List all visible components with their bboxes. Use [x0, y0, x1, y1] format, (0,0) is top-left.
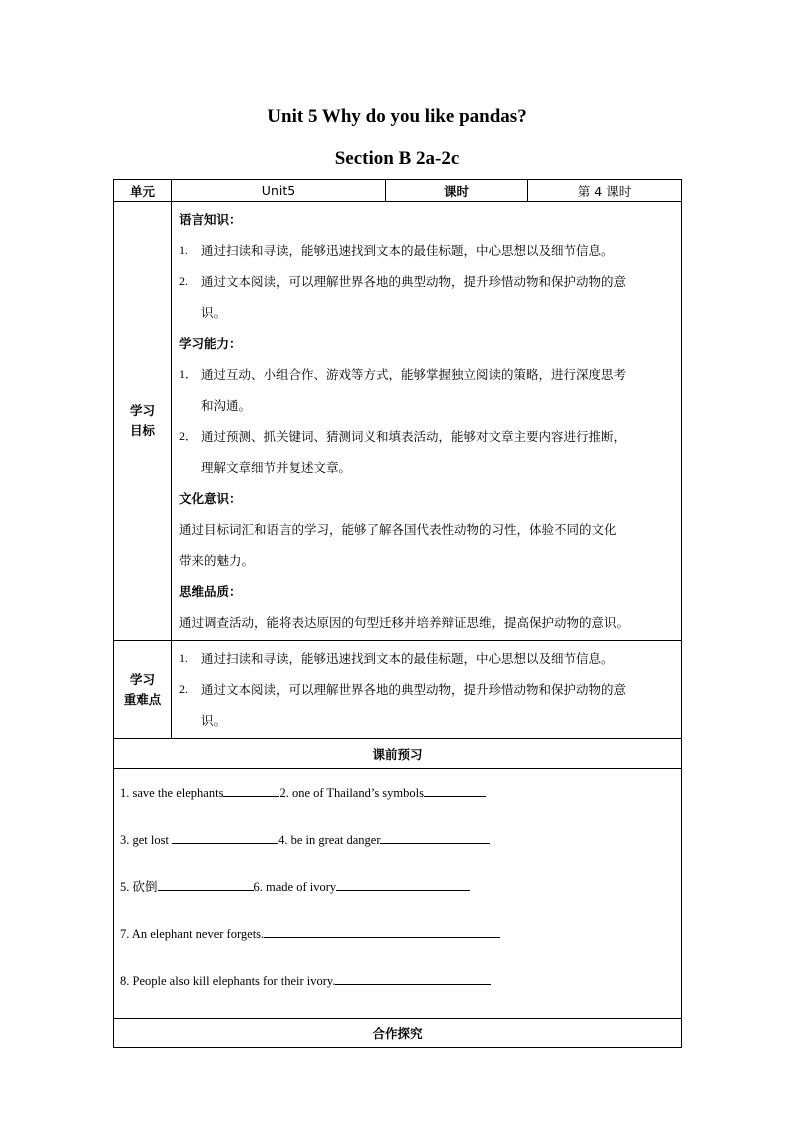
culture-text-line: 带来的魅力。: [179, 553, 255, 568]
preview-text: 8. People also kill elephants for their ivory.: [120, 974, 336, 988]
page-subtitle: Section B 2a-2c: [334, 148, 460, 169]
unit-value: Unit5: [172, 180, 386, 202]
preview-line-4: [120, 924, 675, 971]
item-text: 通过文本阅读，可以理解世界各地的典型动物，提升珍惜动物和保护动物的意: [201, 682, 627, 697]
item-number: 1.: [179, 243, 188, 257]
objectives-label-line1: 学习: [129, 403, 155, 418]
preview-text: 砍倒: [132, 879, 158, 894]
item-indent: [179, 297, 201, 328]
item-indent: [179, 705, 201, 736]
item-text: 和沟通。: [201, 398, 252, 413]
culture-text-line: 通过目标词汇和语言的学习，能够了解各国代表性动物的习性，体验不同的文化: [179, 522, 617, 537]
preview-text: 7. An elephant never forgets.: [120, 927, 265, 941]
thinking-text: 通过调查活动，能将表达原因的句型迁移并培养辩证思维，提高保护动物的意识。: [179, 615, 630, 630]
item-number: 2．: [179, 429, 198, 443]
header-row: [114, 180, 682, 202]
period-label: 课时: [386, 180, 528, 202]
preview-heading-row: [114, 739, 682, 769]
preview-row: [114, 769, 682, 1019]
ability-items: [179, 359, 675, 483]
preview-text: 2. one of Thailand’s symbols: [279, 786, 424, 800]
preview-text: 4. be in great danger: [278, 833, 381, 847]
item-number: 1.: [179, 651, 188, 665]
ability-heading: 学习能力：: [179, 336, 242, 351]
page-title: Unit 5 Why do you like pandas?: [267, 106, 527, 127]
period-value: 第 4 课时: [528, 180, 682, 202]
answer-blank[interactable]: [172, 830, 278, 844]
list-item: [179, 452, 675, 483]
item-indent: [179, 452, 201, 483]
preview-content: [114, 769, 682, 1019]
list-item: [179, 235, 675, 266]
preview-line-1: [120, 783, 675, 830]
preview-line-5: [120, 971, 675, 1018]
preview-text: 1. save the elephants: [120, 786, 224, 800]
list-item: [179, 297, 675, 328]
answer-blank[interactable]: [336, 877, 470, 891]
item-text: 通过文本阅读，可以理解世界各地的典型动物，提升珍惜动物和保护动物的意: [201, 274, 627, 289]
unit-label: 单元: [114, 180, 172, 202]
answer-blank[interactable]: [380, 830, 490, 844]
objectives-row: [114, 202, 682, 641]
key-points-label: [114, 641, 172, 739]
answer-blank[interactable]: [158, 877, 254, 891]
key-points-label-line1: 学习: [129, 671, 155, 687]
objectives-label: [114, 202, 172, 641]
key-points-items: [179, 643, 675, 736]
preview-text: 5.: [120, 880, 133, 894]
language-items: [179, 235, 675, 328]
list-item: [179, 674, 675, 705]
item-number: 2.: [179, 274, 188, 288]
thinking-heading: 思维品质：: [179, 584, 242, 599]
item-text: 理解文章细节并复述文章。: [201, 460, 352, 475]
list-item: [179, 705, 675, 736]
lesson-plan-table: [113, 179, 682, 1048]
language-heading: 语言知识：: [179, 212, 242, 227]
answer-blank[interactable]: [424, 783, 486, 797]
cooperation-heading-row: [114, 1019, 682, 1048]
list-item: [179, 359, 675, 390]
key-points-label-line2: 重难点: [123, 691, 162, 707]
preview-text: 3. get lost: [120, 833, 173, 847]
list-item: [179, 266, 675, 297]
item-text: 识。: [201, 713, 227, 728]
preview-line-3: [120, 877, 675, 924]
item-text: 通过预测、抓关键词、猜测词义和填表活动，能够对文章主要内容进行推断，: [201, 429, 627, 444]
objectives-content: [172, 202, 682, 641]
item-text: 通过扫读和寻读，能够迅速找到文本的最佳标题，中心思想以及细节信息。: [201, 651, 614, 666]
item-indent: [179, 390, 201, 421]
key-points-content: [172, 641, 682, 739]
answer-blank[interactable]: [223, 783, 279, 797]
answer-blank[interactable]: [264, 924, 500, 938]
objectives-label-line2: 目标: [129, 423, 155, 438]
preview-line-2: [120, 830, 675, 877]
item-number: 2.: [179, 682, 188, 696]
list-item: [179, 643, 675, 674]
list-item: [179, 390, 675, 421]
preview-heading: 课前预习: [114, 739, 682, 769]
answer-blank[interactable]: [335, 971, 491, 985]
key-points-row: [114, 641, 682, 739]
list-item: [179, 421, 675, 452]
item-text: 通过互动、小组合作、游戏等方式，能够掌握独立阅读的策略，进行深度思考: [201, 367, 627, 382]
item-text: 通过扫读和寻读，能够迅速找到文本的最佳标题，中心思想以及细节信息。: [201, 243, 614, 258]
cooperation-heading: 合作探究: [114, 1019, 682, 1048]
item-number: 1．: [179, 367, 198, 381]
preview-text: 6. made of ivory: [253, 880, 337, 894]
culture-heading: 文化意识：: [179, 491, 242, 506]
item-text: 识。: [201, 305, 227, 320]
